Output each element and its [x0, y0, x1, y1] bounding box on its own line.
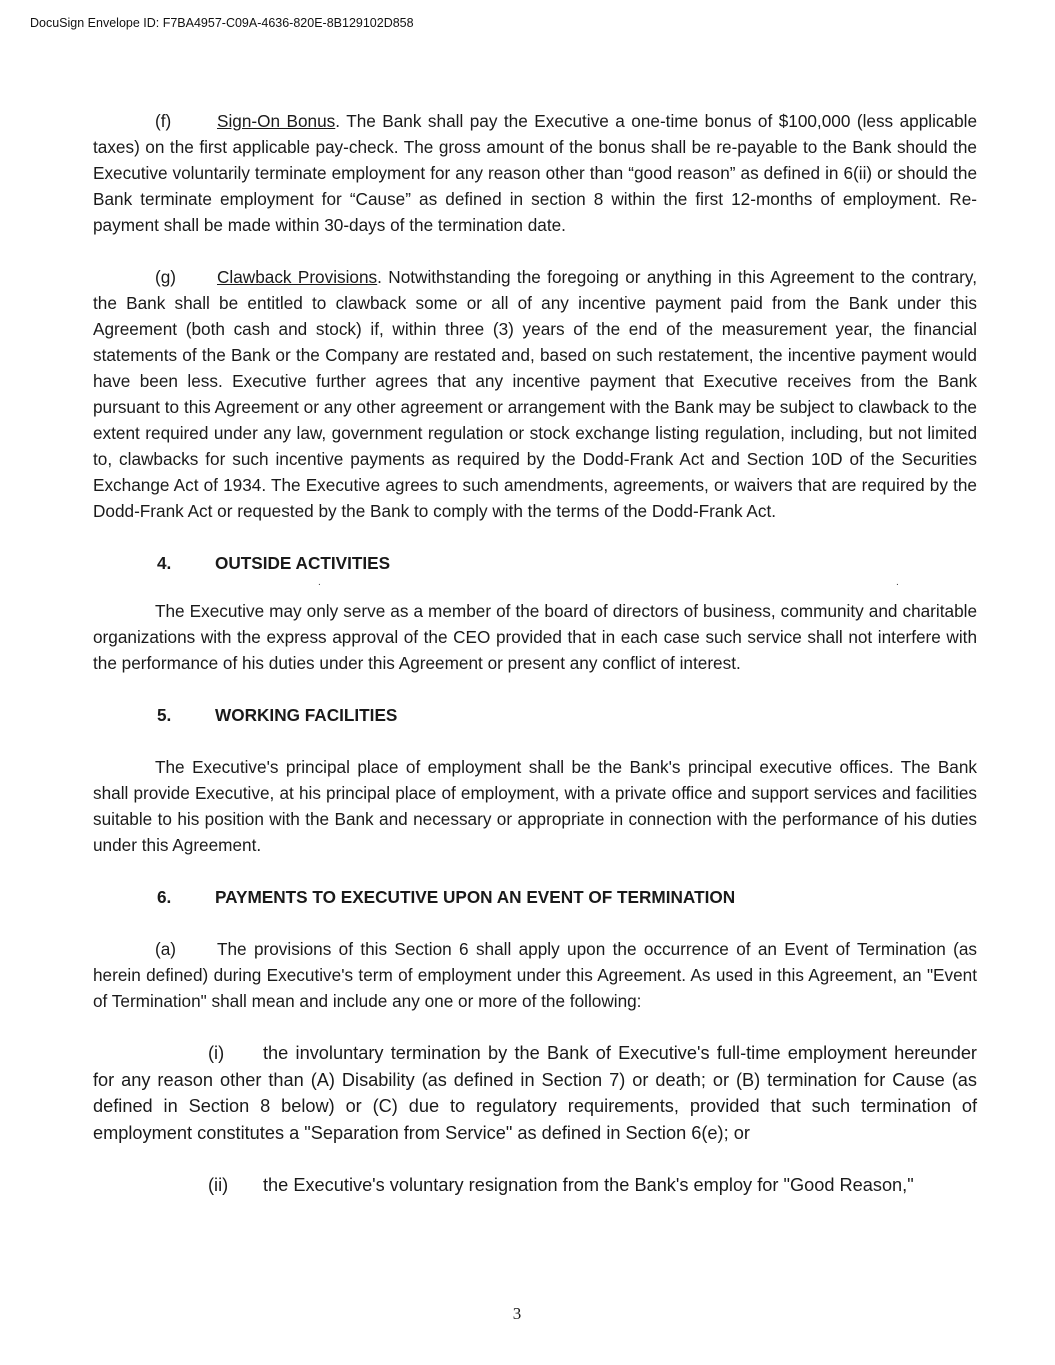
document-body: [93, 108, 977, 1199]
section-6-i-text: the involuntary termination by the Bank of Executive's full-time employment hereunder for any reason other than (A) Disability (as defined in Section 7) or death; or (B) termination for Cause (as defined in Section 8 below) or (C) due to regulatory requirements, provided that such termination of employment constitutes a "Separation from Service" as defined in Section 6(e); or: [93, 1043, 977, 1143]
stray-dot: .: [318, 577, 321, 588]
section-f-paragraph: [93, 108, 977, 238]
page-number: 3: [512, 1304, 522, 1323]
section-6-number: 6.: [157, 887, 172, 907]
section-6a-paragraph: [93, 936, 977, 1014]
section-6-heading: [93, 884, 977, 910]
section-5-paragraph: The Executive's principal place of employment shall be the Bank's principal executive offices. The Bank shall provide Executive, at his principal place of employment, with a private office and support services and facilities suitable to his position with the Bank and necessary or appropriate in connection with the performance of his duties under this Agreement.: [93, 757, 977, 855]
section-g-label: (g): [155, 267, 177, 287]
section-6a-text: The provisions of this Section 6 shall apply upon the occurrence of an Event of Termination (as herein defined) during Executive's term of employment under this Agreement. As used in this Agreement, an "Event of Termination" shall mean and include any one or more of the following:: [93, 939, 977, 1011]
docusign-envelope-header: DocuSign Envelope ID: F7BA4957-C09A-4636-820E-8B129102D858: [30, 16, 414, 30]
section-5-number: 5.: [157, 705, 172, 725]
section-g-title: Clawback Provisions: [217, 267, 378, 287]
section-6a-label: (a): [155, 939, 177, 959]
section-4-paragraph: The Executive may only serve as a member of the board of directors of business, community and charitable organizations with the express approval of the CEO provided that in each case such service shall not interfere with the performance of his duties under this Agreement or present any conflict of interest.: [93, 601, 977, 673]
section-f-title: Sign-On Bonus: [217, 111, 336, 131]
section-6-title: PAYMENTS TO EXECUTIVE UPON AN EVENT OF TERMINATION: [215, 887, 736, 907]
section-5-heading: [93, 702, 977, 728]
section-4-heading: [93, 550, 977, 576]
stray-marks: [93, 576, 977, 598]
section-5-title: WORKING FACILITIES: [215, 705, 398, 725]
section-f-label: (f): [155, 111, 172, 131]
section-4-title: OUTSIDE ACTIVITIES: [215, 553, 391, 573]
section-6-ii-paragraph: [93, 1172, 977, 1199]
section-6-i-paragraph: [93, 1040, 977, 1146]
stray-dot: .: [896, 577, 899, 588]
section-4-number: 4.: [157, 553, 172, 573]
section-f-text: . The Bank shall pay the Executive a one-time bonus of $100,000 (less applicable taxes) on the first applicable pay-check. The gross amount of the bonus shall be re-payable to the Bank should the Executive voluntarily terminate employment for any reason other than “good reason” as defined in 6(ii) or should the Bank terminate employment for “Cause” as defined in section 8 within the first 12-months of employment. Re-payment shall be made within 30-days of the termination date.: [93, 111, 978, 235]
section-6-ii-text: the Executive's voluntary resignation from the Bank's employ for "Good Reason,": [263, 1175, 914, 1195]
section-6-i-label: (i): [208, 1043, 225, 1063]
section-g-paragraph: [93, 264, 977, 524]
section-6-ii-label: (ii): [208, 1175, 229, 1195]
section-g-text: . Notwithstanding the foregoing or anything in this Agreement to the contrary, the Bank shall be entitled to clawback some or all of any incentive payment paid from the Bank under this Agreement (both cash and stock) if, within three (3) years of the end of the measurement year, the financial statements of the Bank or the Company are restated and, based on such restatement, the incentive payment would have been less. Executive further agrees that any incentive payment that Executive receives from the Bank pursuant to this Agreement or any other agreement or arrangement with the Bank may be subject to clawback to the extent required under any law, government regulation or stock exchange listing regulation, including, but not limited to, clawbacks for such incentive payments as required by the Dodd-Frank Act and Section 10D of the Securities Exchange Act of 1934. The Executive agrees to such amendments, agreements, or waivers that are required by the Dodd-Frank Act or requested by the Bank to comply with the terms of the Dodd-Frank Act.: [93, 267, 977, 521]
